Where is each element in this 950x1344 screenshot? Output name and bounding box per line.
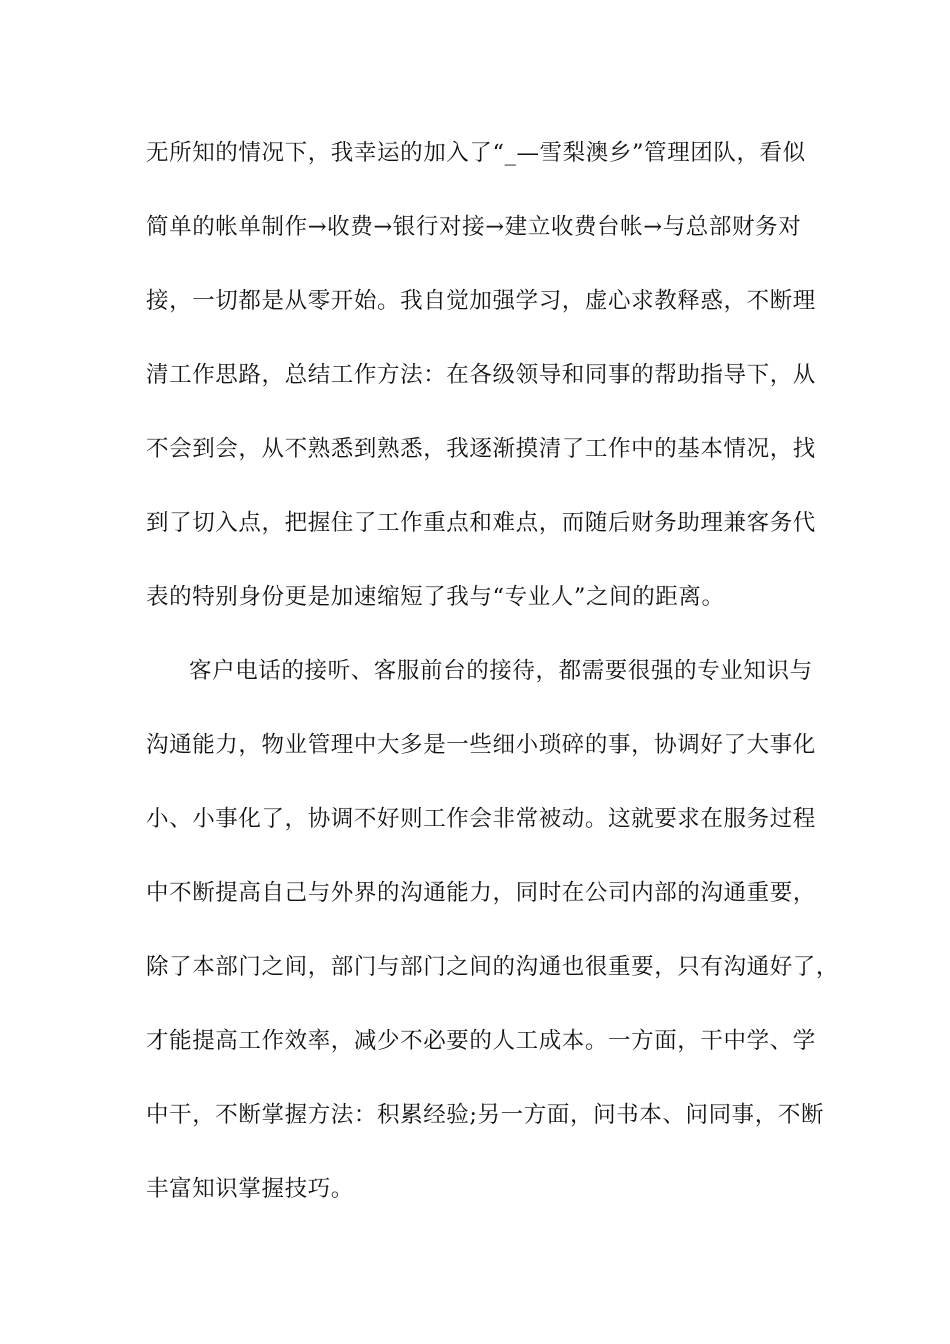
text-line: 不会到会，从不熟悉到熟悉，我逐渐摸清了工作中的基本情况，找 (146, 436, 816, 462)
text-line: 丰富知识掌握技巧。 (146, 1176, 354, 1202)
text-line: 才能提高工作效率，减少不必要的人工成本。一方面，干中学、学 (146, 1028, 816, 1054)
text-line: 中干，不断掌握方法：积累经验;另一方面，问书本、问同事，不断 (146, 1102, 825, 1128)
text-line: 除了本部门之间，部门与部门之间的沟通也很重要，只有沟通好了， (146, 954, 840, 980)
text-line: 表的特别身份更是加速缩短了我与“专业人”之间的距离。 (146, 584, 725, 610)
text-line: 无所知的情况下，我幸运的加入了“_—雪梨澳乡”管理团队，看似 (146, 140, 806, 166)
text-line: 到了切入点，把握住了工作重点和难点，而随后财务助理兼客务代 (146, 510, 816, 536)
text-line: 接，一切都是从零开始。我自觉加强学习，虚心求教释惑，不断理 (146, 288, 816, 314)
text-line: 清工作思路，总结工作方法：在各级领导和同事的帮助指导下，从 (146, 362, 816, 388)
text-line: 小、小事化了，协调不好则工作会非常被动。这就要求在服务过程 (146, 806, 816, 832)
text-line: 中不断提高自己与外界的沟通能力，同时在公司内部的沟通重要， (146, 880, 816, 906)
text-line: 简单的帐单制作→收费→银行对接→建立收费台帐→与总部财务对 (146, 214, 802, 240)
paragraph-first-line: 客户电话的接听、客服前台的接待，都需要很强的专业知识与 (189, 658, 813, 684)
text-line: 沟通能力，物业管理中大多是一些细小琐碎的事，协调好了大事化 (146, 732, 816, 758)
